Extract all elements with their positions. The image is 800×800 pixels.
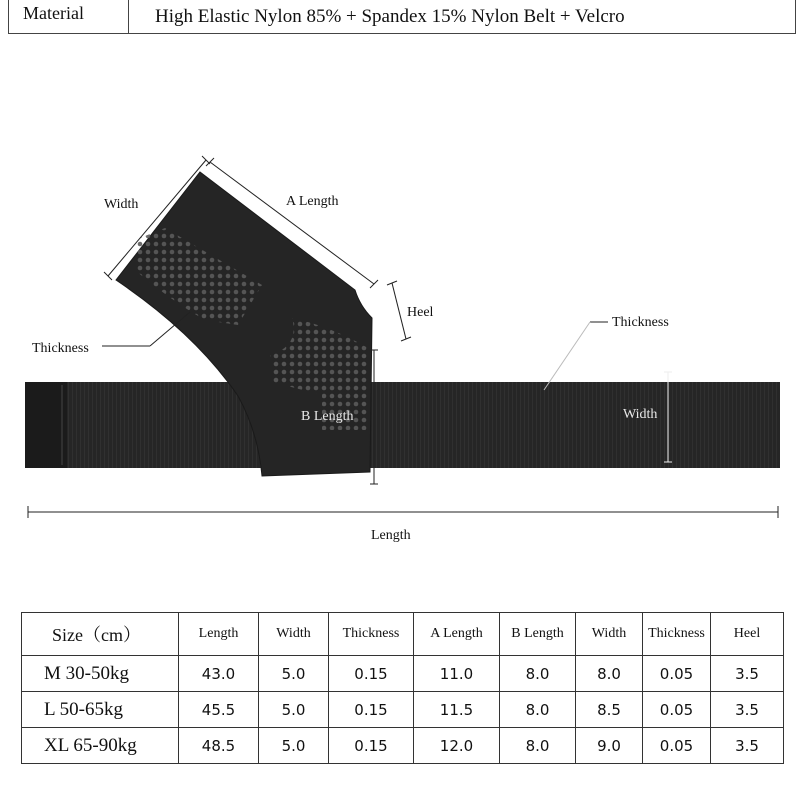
table-cell: 0.05 <box>643 692 711 728</box>
size-cell: XL 65-90kg <box>22 728 179 764</box>
material-value: High Elastic Nylon 85% + Spandex 15% Nylon Belt + Velcro <box>155 6 625 27</box>
table-cell: 11.5 <box>414 692 500 728</box>
table-cell: 8.0 <box>500 728 576 764</box>
table-row <box>22 692 784 728</box>
table-cell: 3.5 <box>711 656 784 692</box>
table-cell: 9.0 <box>576 728 643 764</box>
thickness-left-label: Thickness <box>32 341 89 356</box>
table-cell: 8.0 <box>576 656 643 692</box>
heel-label: Heel <box>407 305 434 320</box>
thickness-right-leader-angle <box>544 322 590 390</box>
table-cell: 0.05 <box>643 656 711 692</box>
thickness-right-label: Thickness <box>612 315 669 330</box>
table-cell: 5.0 <box>259 692 329 728</box>
table-cell: 3.5 <box>711 728 784 764</box>
table-cell: 43.0 <box>179 656 259 692</box>
table-cell: 0.15 <box>329 692 414 728</box>
table-row <box>22 656 784 692</box>
table-cell: 0.15 <box>329 728 414 764</box>
velcro-end <box>25 382 67 468</box>
column-header-b-length: B Length <box>500 613 576 656</box>
table-cell: 8.0 <box>500 656 576 692</box>
table-cell: 3.5 <box>711 692 784 728</box>
table-row <box>22 728 784 764</box>
size-cell: L 50-65kg <box>22 692 179 728</box>
material-label: Material <box>9 0 129 33</box>
length-label: Length <box>371 528 411 543</box>
column-header-width: Width <box>259 613 329 656</box>
column-header-size: Size（cm） <box>22 613 179 656</box>
a-length-dimension-tick <box>370 280 378 288</box>
heel-dimension-line <box>392 283 406 339</box>
table-cell: 12.0 <box>414 728 500 764</box>
table-cell: 5.0 <box>259 728 329 764</box>
column-header-a-length: A Length <box>414 613 500 656</box>
table-cell: 11.0 <box>414 656 500 692</box>
width-top-label: Width <box>104 197 139 212</box>
a-length-label: A Length <box>286 194 339 209</box>
column-header-length: Length <box>179 613 259 656</box>
table-cell: 45.5 <box>179 692 259 728</box>
table-cell: 0.05 <box>643 728 711 764</box>
column-header-heel: Heel <box>711 613 784 656</box>
size-cell: M 30-50kg <box>22 656 179 692</box>
table-cell: 5.0 <box>259 656 329 692</box>
size-table-header-row <box>22 613 784 656</box>
table-cell: 0.15 <box>329 656 414 692</box>
a-length-dimension-tick <box>206 158 214 166</box>
table-cell: 8.5 <box>576 692 643 728</box>
b-length-label: B Length <box>301 409 354 424</box>
width-right-label: Width <box>623 407 658 422</box>
table-cell: 8.0 <box>500 692 576 728</box>
column-header-sleeve-thickness: Thickness <box>643 613 711 656</box>
table-cell: 48.5 <box>179 728 259 764</box>
size-table <box>21 612 784 764</box>
strap-belt <box>25 382 780 468</box>
column-header-sleeve-width: Width <box>576 613 643 656</box>
column-header-thickness: Thickness <box>329 613 414 656</box>
